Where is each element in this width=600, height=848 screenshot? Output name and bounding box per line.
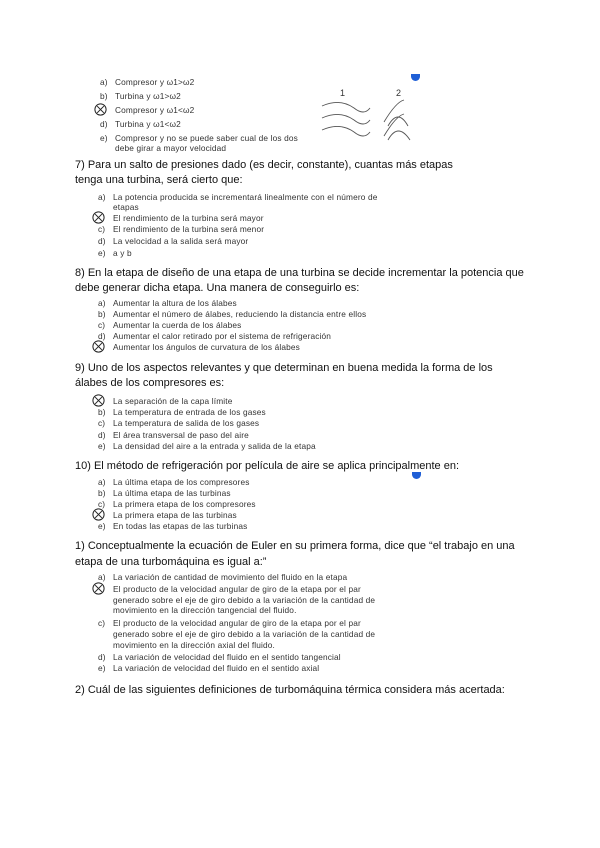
q7-option-a: a) La potencia producida se incrementará linealmente con el número de bbox=[98, 192, 378, 202]
q6-option-a: a) Compresor y ω1>ω2 bbox=[100, 77, 195, 87]
q1-option-b-line3: movimiento en la dirección tangencial del fluido. bbox=[113, 605, 297, 615]
q7-stem-line2: tenga una turbina, será cierto que: bbox=[75, 174, 243, 186]
figure-label-1: 1 bbox=[340, 88, 346, 98]
q9-option-e: e) La densidad del aire a la entrada y salida de la etapa bbox=[98, 441, 316, 451]
q1-stem-line1: 1) Conceptualmente la ecuación de Euler en su primera forma, dice que “el trabajo en una bbox=[75, 540, 515, 552]
q8-option-a: a) Aumentar la altura de los álabes bbox=[98, 298, 237, 308]
q1-option-b: El producto de la velocidad angular de giro de la etapa por el par bbox=[113, 584, 361, 594]
blue-marker bbox=[411, 74, 420, 81]
q8-option-c: c) Aumentar la cuerda de los álabes bbox=[98, 320, 242, 330]
q10-option-b: b) La última etapa de las turbinas bbox=[98, 488, 231, 498]
q7-option-d: d) La velocidad a la salida será mayor bbox=[98, 236, 249, 246]
q8-option-b: b) Aumentar el número de álabes, reduciendo la distancia entre ellos bbox=[98, 309, 367, 319]
q10-stem-line1: 10) El método de refrigeración por película de aire se aplica principalmente en: bbox=[75, 460, 459, 472]
q1-option-c-line2: generado sobre el eje de giro debido a la variación de la cantidad de bbox=[113, 629, 376, 639]
q1-option-e: e) La variación de velocidad del fluido en el sentido axial bbox=[98, 663, 320, 673]
q8-stem-line1: 8) En la etapa de diseño de una etapa de una turbina se decide incrementar la potencia que bbox=[75, 267, 524, 279]
q1-option-a: a) La variación de cantidad de movimiento del fluido en la etapa bbox=[98, 572, 348, 582]
q8-option-d: d) Aumentar el calor retirado por el sistema de refrigeración bbox=[98, 331, 332, 341]
q9-option-c: c) La temperatura de salida de los gases bbox=[98, 418, 260, 428]
q10-option-a: a) La última etapa de los compresores bbox=[98, 477, 250, 487]
q1-option-d: d) La variación de velocidad del fluido en el sentido tangencial bbox=[98, 652, 341, 662]
q1-option-c-line3: movimiento en la dirección axial del fluido. bbox=[113, 640, 276, 650]
q8-stem-line2: debe generar dicha etapa. Una manera de conseguirlo es: bbox=[75, 282, 360, 294]
blade-profiles-figure bbox=[318, 96, 418, 144]
figure-label-2: 2 bbox=[396, 88, 402, 98]
q9-option-b: b) La temperatura de entrada de los gases bbox=[98, 407, 266, 417]
q9-option-d: d) El área transversal de paso del aire bbox=[98, 430, 249, 440]
q2-stem-line1: 2) Cuál de las siguientes definiciones de turbomáquina térmica considera más acertada: bbox=[75, 684, 505, 696]
q9-option-a: La separación de la capa límite bbox=[113, 396, 233, 406]
q9-stem-line2: álabes de los compresores es: bbox=[75, 377, 225, 389]
q7-option-c: c) El rendimiento de la turbina será menor bbox=[98, 224, 265, 234]
q6-option-c: Compresor y ω1<ω2 bbox=[115, 105, 195, 115]
blue-marker bbox=[412, 472, 421, 479]
q7-option-e: e) a y b bbox=[98, 248, 132, 258]
q6-option-e-continuation: debe girar a mayor velocidad bbox=[115, 143, 227, 153]
q6-option-d: d) Turbina y ω1<ω2 bbox=[100, 119, 181, 129]
q1-option-c: c) El producto de la velocidad angular de giro de la etapa por el par bbox=[98, 618, 361, 628]
q7-option-a-continuation: etapas bbox=[113, 202, 139, 212]
q10-option-c: c) La primera etapa de los compresores bbox=[98, 499, 256, 509]
q6-option-e: e) Compresor y no se puede saber cual de los dos bbox=[100, 133, 298, 143]
q1-option-b-line2: generado sobre el eje de giro debido a la variación de la cantidad de bbox=[113, 595, 376, 605]
q10-option-e: e) En todas las etapas de las turbinas bbox=[98, 521, 248, 531]
q7-option-b: El rendimiento de la turbina será mayor bbox=[113, 213, 264, 223]
q1-stem-line2: etapa de una turbomáquina es igual a:” bbox=[75, 556, 267, 568]
q9-stem-line1: 9) Uno de los aspectos relevantes y que determinan en buena medida la forma de los bbox=[75, 362, 493, 374]
q8-option-e: Aumentar los ángulos de curvatura de los álabes bbox=[113, 342, 300, 352]
q7-stem-line1: 7) Para un salto de presiones dado (es decir, constante), cuantas más etapas bbox=[75, 159, 453, 171]
q10-option-d: La primera etapa de las turbinas bbox=[113, 510, 237, 520]
q6-option-b: b) Turbina y ω1>ω2 bbox=[100, 91, 181, 101]
